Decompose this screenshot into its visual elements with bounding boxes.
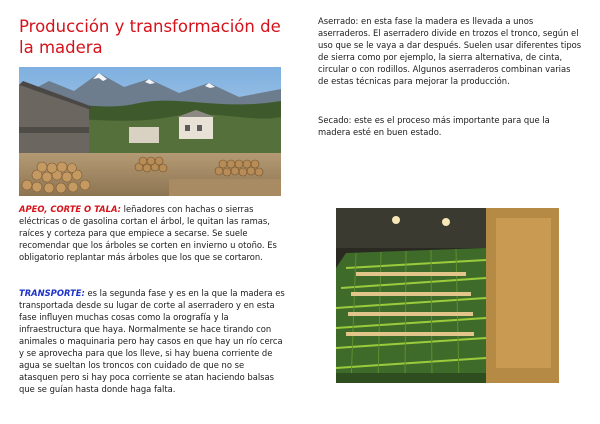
apeo-paragraph [19,203,285,263]
transporte-term: TRANSPORTE: [19,288,85,298]
secado-paragraph: Secado: este es el proceso más importante para que la madera esté en buen estado. [318,115,550,138]
transporte-text: es la segunda fase y es en la que la madera es transportada desde su lugar de corte al aserradero y en esta fase influyen muchas cosas como la orografía y la infraestructura que haya. Normalmente se hace tirando con animales o maquinaria pero hay casos en que hay un río cerca y se aprovecha para que los lleve, si hay buena corriente de agua se sueltan los troncos con cuidado de que no se atasquen pero si hay poca corriente se atan haciendo balsas que se guían hasta donde haga falta. [19,288,285,395]
sawmill-interior-photo [336,208,559,383]
aserrado-paragraph: Aserrado: en esta fase la madera es llevada a unos aserraderos. El aserradero divide en trozos el tronco, según el uso que se le vaya a dar después. Suelen usar diferentes tipos de sierra como por ejemplo, la sierra alternativa, de cinta, circular o con rodillos. Algunos aserraderos combinan varias de estas técnicas para mejorar la producción. [318,16,582,87]
apeo-term: APEO, CORTE O TALA: [19,204,121,214]
apeo-text: leñadores con hachas o sierras eléctricas o de gasolina cortan el árbol, le quitan las ramas, raíces y corteza para que empiece a secarse. Se suele recomendar que los árboles se corten en invierno u otoño. Es obligatorio replantar más árboles que los que se cortaron. [19,204,277,263]
transporte-paragraph [19,287,285,395]
page-title: Producción y transformación de la madera [19,17,281,57]
sawmill-yard-photo [19,67,281,196]
